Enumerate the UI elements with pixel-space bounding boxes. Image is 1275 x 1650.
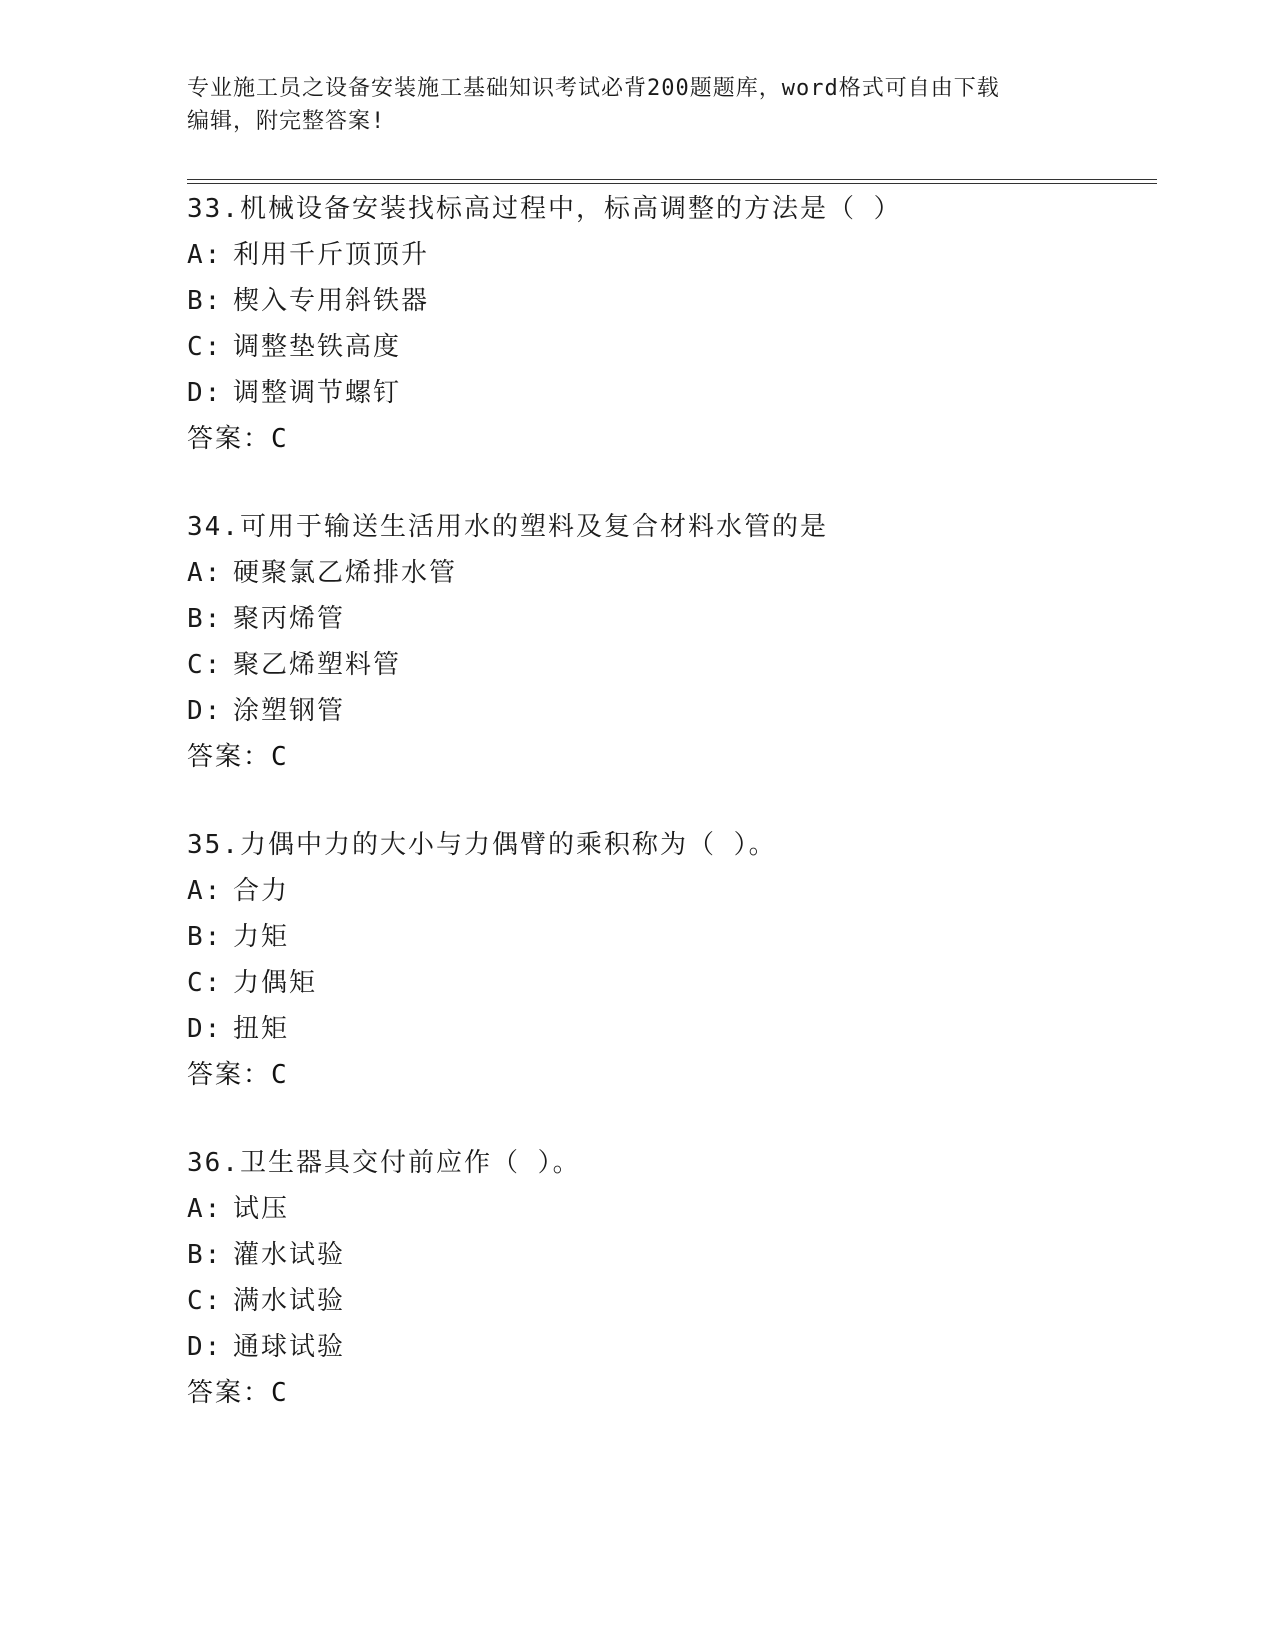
option-text: 合力 xyxy=(233,876,290,906)
option-text: 利用千斤顶顶升 xyxy=(233,240,430,270)
option-letter: A: xyxy=(187,1194,223,1224)
option-letter: C: xyxy=(187,1286,223,1316)
option-text: 试压 xyxy=(233,1194,290,1224)
option-letter: B: xyxy=(187,1240,223,1270)
answer-label: 答案：C xyxy=(187,1060,289,1090)
option-letter: C: xyxy=(187,332,223,362)
option-text: 聚乙烯塑料管 xyxy=(233,650,402,680)
option-b xyxy=(187,278,1157,324)
option-letter: D: xyxy=(187,1014,223,1044)
option-text: 涂塑钢管 xyxy=(233,696,346,726)
option-b xyxy=(187,596,1157,642)
answer-label: 答案：C xyxy=(187,1378,289,1408)
option-text: 硬聚氯乙烯排水管 xyxy=(233,558,458,588)
option-b xyxy=(187,914,1157,960)
option-text: 楔入专用斜铁器 xyxy=(233,286,430,316)
option-text: 灌水试验 xyxy=(233,1240,346,1270)
option-d xyxy=(187,1324,1157,1370)
option-text: 调整调节螺钉 xyxy=(233,378,402,408)
option-c xyxy=(187,1278,1157,1324)
option-text: 通球试验 xyxy=(233,1332,346,1362)
option-text: 调整垫铁高度 xyxy=(233,332,402,362)
option-a xyxy=(187,232,1157,278)
question-text: 35.力偶中力的大小与力偶臂的乘积称为（ ）。 xyxy=(187,830,777,860)
question-text: 36.卫生器具交付前应作（ ）。 xyxy=(187,1148,581,1178)
header-divider-bottom xyxy=(187,183,1157,184)
option-a xyxy=(187,550,1157,596)
option-text: 扭矩 xyxy=(233,1014,290,1044)
option-c xyxy=(187,960,1157,1006)
answer-label: 答案：C xyxy=(187,742,289,772)
option-letter: C: xyxy=(187,968,223,998)
option-d xyxy=(187,370,1157,416)
option-letter: C: xyxy=(187,650,223,680)
header-line-1: 专业施工员之设备安装施工基础知识考试必背200题题库，word格式可自由下载 xyxy=(187,76,1000,101)
option-d xyxy=(187,1006,1157,1052)
option-letter: D: xyxy=(187,696,223,726)
option-letter: A: xyxy=(187,240,223,270)
option-text: 力偶矩 xyxy=(233,968,318,998)
option-letter: B: xyxy=(187,922,223,952)
question-36 xyxy=(187,1140,1157,1416)
question-text: 33.机械设备安装找标高过程中，标高调整的方法是（ ） xyxy=(187,194,902,224)
answer-label: 答案：C xyxy=(187,424,289,454)
question-33 xyxy=(187,186,1157,462)
question-35 xyxy=(187,822,1157,1098)
option-text: 满水试验 xyxy=(233,1286,346,1316)
header-line-2: 编辑，附完整答案! xyxy=(187,109,386,134)
option-c xyxy=(187,324,1157,370)
option-a xyxy=(187,868,1157,914)
option-letter: D: xyxy=(187,1332,223,1362)
option-a xyxy=(187,1186,1157,1232)
header-divider-top xyxy=(187,179,1157,180)
question-34 xyxy=(187,504,1157,780)
option-letter: B: xyxy=(187,286,223,316)
option-b xyxy=(187,1232,1157,1278)
option-c xyxy=(187,642,1157,688)
option-letter: A: xyxy=(187,876,223,906)
option-d xyxy=(187,688,1157,734)
option-text: 力矩 xyxy=(233,922,290,952)
question-text: 34.可用于输送生活用水的塑料及复合材料水管的是 xyxy=(187,512,828,542)
option-letter: D: xyxy=(187,378,223,408)
document-header xyxy=(187,72,1087,138)
option-letter: B: xyxy=(187,604,223,634)
option-text: 聚丙烯管 xyxy=(233,604,346,634)
option-letter: A: xyxy=(187,558,223,588)
